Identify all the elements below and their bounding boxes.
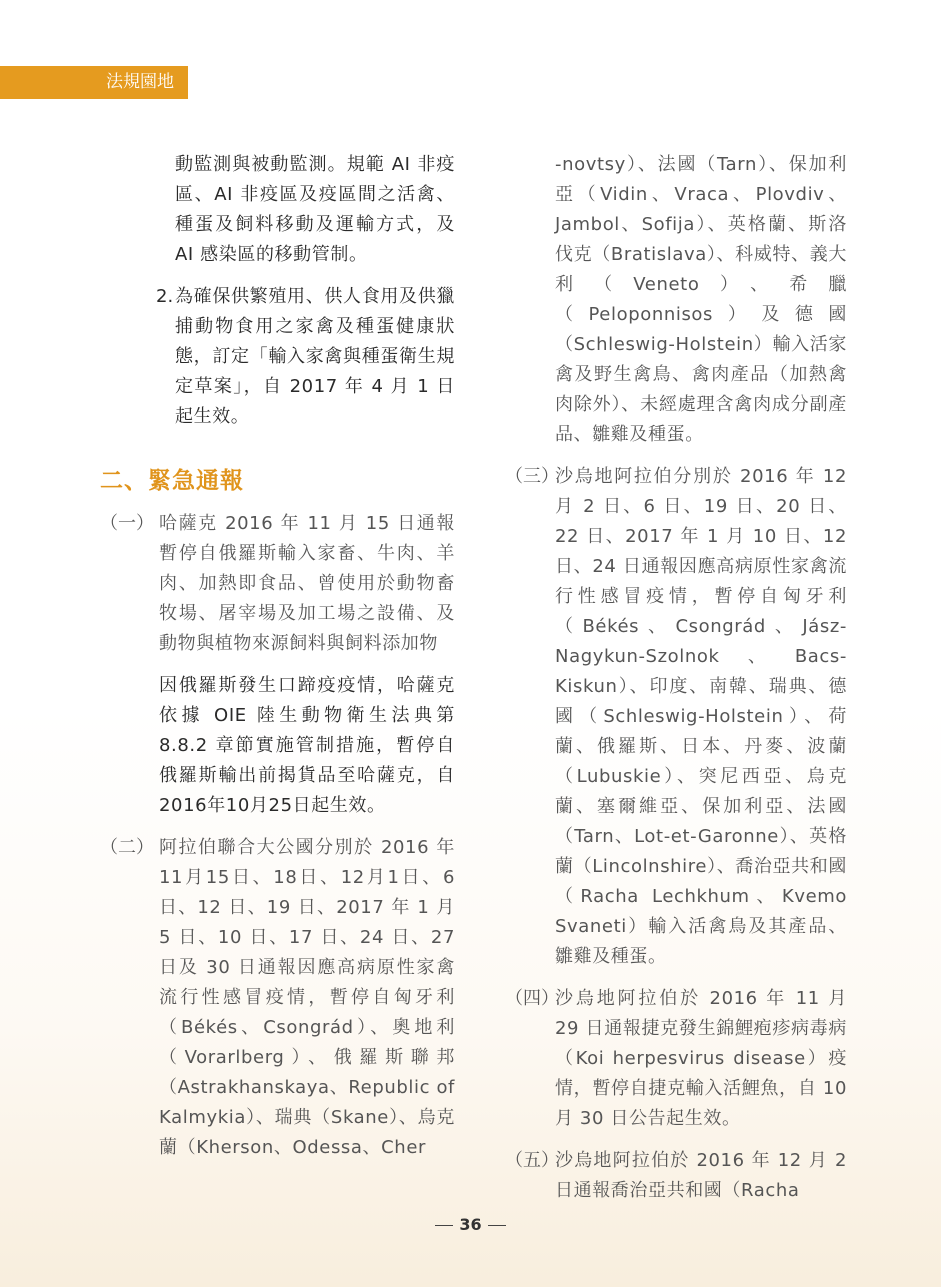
- section-tab: [0, 66, 188, 99]
- emergency-item-4-text: 沙烏地阿拉伯於 2016 年 11 月 29 日通報捷克發生錦鯉疱疹病毒病（Koi herpesvirus disease）疫情，暫停自捷克輸入活鯉魚，自 10 月 30 日公告起生效。: [555, 988, 847, 1129]
- emergency-item-4: [505, 984, 847, 1134]
- list-item-2: [100, 282, 455, 432]
- section-heading: 二、緊急通報: [100, 468, 244, 494]
- page-number: [0, 1215, 941, 1234]
- emergency-item-2-text: 阿拉伯聯合大公國分別於 2016 年11月15日、18日、12月1日、6 日、12 日、19 日、2017 年 1 月 5 日、10 日、17 日、24 日、27 日及 30 日通報因應高病原性家禽流行性感冒疫情，暫停自匈牙利（Békés、Csongrád）、奧地利（Vorarlberg）、俄羅斯聯邦（Astrakhanskaya、Republic of Kalmykia）、瑞典（Skane）、烏克蘭（Kherson、Odessa、Cher: [159, 837, 455, 1158]
- emergency-item-3: [505, 462, 847, 972]
- emergency-item-2: [100, 833, 455, 1163]
- emergency-item-3-text: 沙烏地阿拉伯分別於 2016 年 12 月 2 日、6 日、19 日、20 日、22 日、2017 年 1 月 10 日、12 日、24 日通報因應高病原性家禽流行性感冒疫情，暫停自匈牙利（Békés、Csongrád、Jász-Nagykun-Szolnok、Bacs-Kiskun）、印度、南韓、瑞典、德國（Schleswig-Holstein）、荷蘭、俄羅斯、日本、丹麥、波蘭（Lubuskie）、突尼西亞、烏克蘭、塞爾維亞、保加利亞、法國（Tarn、Lot-et-Garonne）、英格蘭（Lincolnshire）、喬治亞共和國（Racha Lechkhum、Kvemo Svaneti）輸入活禽鳥及其產品、雛雞及種蛋。: [555, 466, 847, 967]
- dash-left: [435, 1225, 453, 1226]
- list-item-2-text: 為確保供繁殖用、供人食用及供獵捕動物食用之家禽及種蛋健康狀態，訂定「輸入家禽與種蛋衛生規定草案」，自 2017 年 4 月 1 日起生效。: [175, 286, 455, 427]
- paragraph-ai-monitoring: 動監測與被動監測。規範 AI 非疫區、AI 非疫區及疫區間之活禽、種蛋及飼料移動及運輸方式，及 AI 感染區的移動管制。: [175, 154, 455, 265]
- section-label: 法規園地: [106, 72, 174, 92]
- item-marker: （二）: [100, 837, 154, 858]
- left-column: [100, 150, 455, 1163]
- right-column: [505, 150, 847, 1206]
- emergency-item-5: [505, 1146, 847, 1206]
- emergency-item-1-text: 哈薩克 2016 年 11 月 15 日通報暫停自俄羅斯輸入家畜、牛肉、羊肉、加熱即食品、曾使用於動物畜牧場、屠宰場及加工場之設備、及動物與植物來源飼料與飼料添加物: [159, 513, 455, 654]
- emergency-item-1-note: 因俄羅斯發生口蹄疫疫情，哈薩克依據 OIE 陸生動物衛生法典第 8.8.2 章節實施管制措施，暫停自俄羅斯輸出前揭貨品至哈薩克，自2016年10月25日起生效。: [159, 675, 455, 816]
- list-number: 2.: [156, 286, 174, 307]
- item-marker: （三）: [505, 466, 559, 487]
- item-marker: （四）: [505, 988, 559, 1009]
- page-number-value: 36: [459, 1215, 482, 1234]
- dash-right: [488, 1225, 506, 1226]
- emergency-item-1: [100, 509, 455, 659]
- item-marker: （一）: [100, 513, 154, 534]
- emergency-item-2-continuation: -novtsy）、法國（Tarn）、保加利亞（Vidin、Vraca、Plovdiv、Jambol、Sofija）、英格蘭、斯洛伐克（Bratislava）、科威特、義大利（Veneto）、希臘（Peloponnisos）及德國（Schleswig-Holstein）輸入活家禽及野生禽鳥、禽肉產品（加熱禽肉除外）、未經處理含禽肉成分副產品、雛雞及種蛋。: [555, 154, 847, 445]
- emergency-item-5-text: 沙烏地阿拉伯於 2016 年 12 月 2 日通報喬治亞共和國（Racha: [555, 1150, 847, 1201]
- item-marker: （五）: [505, 1150, 559, 1171]
